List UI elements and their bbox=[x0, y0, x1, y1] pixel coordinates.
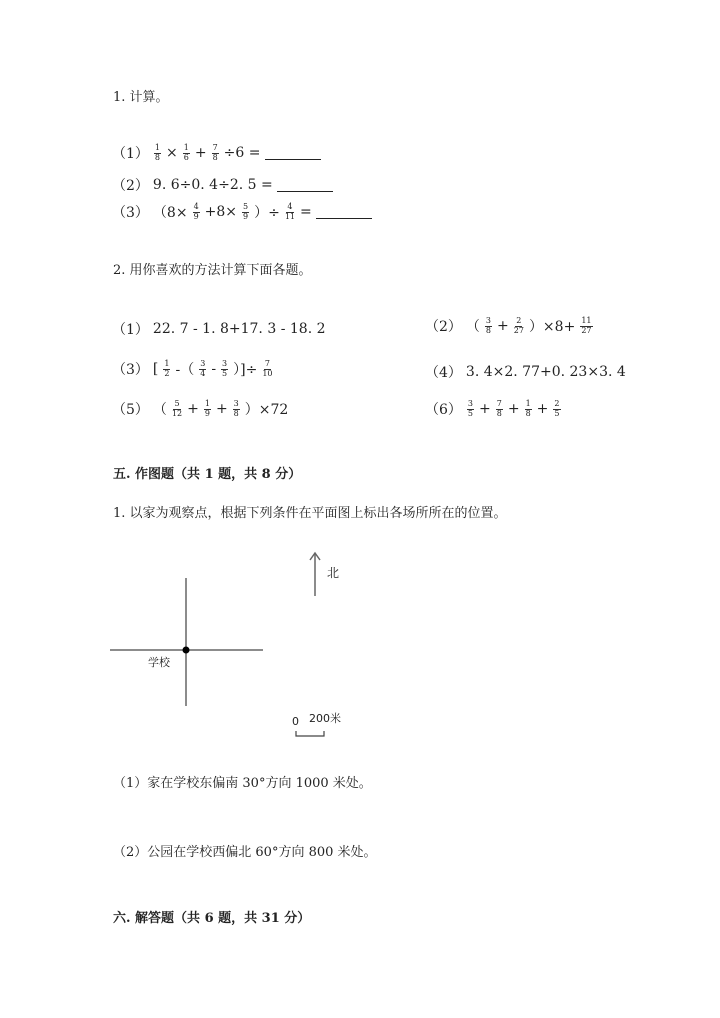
denominator: 8 bbox=[212, 152, 218, 162]
q1-title: 1. 计算。 bbox=[113, 90, 169, 105]
north-arrow-icon bbox=[310, 553, 320, 596]
numerator: 3 bbox=[200, 359, 206, 369]
expression-text: （1） bbox=[112, 322, 149, 338]
expression-text: （ bbox=[465, 319, 480, 335]
north-label: 北 bbox=[327, 566, 340, 580]
expression-text: ）]÷ bbox=[233, 362, 258, 378]
scale-zero-label: 0 bbox=[292, 715, 299, 728]
numerator: 3 bbox=[467, 399, 474, 409]
expression-text: 9. 6÷0. 4÷2. 5 = bbox=[152, 177, 273, 193]
q2-title: 2. 用你喜欢的方法计算下面各题。 bbox=[113, 263, 312, 278]
denominator: 5 bbox=[222, 368, 228, 378]
numerator: 7 bbox=[264, 359, 270, 369]
expression-text: [ bbox=[152, 361, 159, 377]
expression-text: = bbox=[300, 204, 312, 220]
denominator: 8 bbox=[485, 325, 492, 335]
denominator: 27 bbox=[581, 325, 592, 335]
numerator: 3 bbox=[233, 399, 239, 409]
scale-distance-label: 200米 bbox=[309, 712, 341, 725]
expression-text: （6） bbox=[425, 402, 462, 418]
numerator: 4 bbox=[193, 202, 199, 212]
denominator: 9 bbox=[193, 211, 199, 221]
numerator: 1 bbox=[154, 143, 161, 153]
expression-text: （2） bbox=[112, 178, 149, 194]
numerator: 7 bbox=[496, 399, 502, 409]
numerator: 1 bbox=[164, 359, 170, 369]
condition-2: （2）公园在学校西偏北 60°方向 800 米处。 bbox=[113, 845, 377, 860]
expression-text: + bbox=[507, 401, 520, 417]
numerator: 2 bbox=[516, 316, 522, 326]
expression-text: ÷6 = bbox=[223, 145, 261, 161]
denominator: 8 bbox=[525, 408, 531, 418]
expression-text: + bbox=[497, 318, 509, 334]
denominator: 8 bbox=[496, 408, 502, 418]
denominator: 8 bbox=[154, 152, 161, 162]
expression-text: （4） bbox=[425, 365, 462, 381]
denominator: 8 bbox=[233, 408, 239, 418]
expression-text: + bbox=[479, 401, 491, 417]
expression-text: + bbox=[215, 401, 228, 417]
expression-text: （ bbox=[152, 402, 167, 418]
expression-text: -（ bbox=[175, 362, 195, 378]
expression-text: × bbox=[166, 145, 178, 161]
expression-text: +8× bbox=[204, 204, 238, 220]
expression-text: - bbox=[211, 361, 217, 377]
expression-text: 22. 7 - 1. 8+17. 3 - 18. 2 bbox=[152, 321, 326, 337]
numerator: 5 bbox=[243, 202, 249, 212]
section-6-heading: 六. 解答题（共 6 题，共 31 分） bbox=[113, 911, 311, 926]
numerator: 1 bbox=[204, 399, 210, 409]
denominator: 11 bbox=[284, 211, 296, 221]
expression-text: （2） bbox=[425, 319, 462, 335]
expression-text: 3. 4×2. 77+0. 23×3. 4 bbox=[465, 364, 626, 380]
denominator: 10 bbox=[262, 368, 273, 378]
numerator: 1 bbox=[525, 399, 531, 409]
expression-text: + bbox=[194, 145, 207, 161]
expression-text: （5） bbox=[112, 402, 149, 418]
expression-text: （1） bbox=[112, 146, 149, 162]
condition-1: （1）家在学校东偏南 30°方向 1000 米处。 bbox=[113, 776, 372, 791]
denominator: 4 bbox=[200, 368, 206, 378]
school-label: 学校 bbox=[148, 656, 170, 669]
numerator: 3 bbox=[485, 316, 492, 326]
denominator: 12 bbox=[171, 408, 183, 418]
denominator: 6 bbox=[183, 152, 189, 162]
numerator: 3 bbox=[222, 359, 228, 369]
expression-text: （3） bbox=[112, 205, 149, 221]
expression-text: （8× bbox=[152, 205, 188, 221]
expression-text: ）×8+ bbox=[528, 319, 576, 335]
denominator: 27 bbox=[513, 325, 524, 335]
school-point bbox=[183, 647, 190, 654]
numerator: 11 bbox=[581, 316, 592, 326]
expression-text: ）×72 bbox=[244, 402, 289, 418]
expression-text: + bbox=[187, 401, 199, 417]
expression-text: + bbox=[536, 401, 549, 417]
expression-text: （3） bbox=[112, 362, 149, 378]
numerator: 4 bbox=[287, 202, 293, 212]
numerator: 2 bbox=[554, 399, 560, 409]
numerator: 5 bbox=[174, 399, 180, 409]
denominator: 9 bbox=[243, 211, 249, 221]
section-5-q1-title: 1. 以家为观察点，根据下列条件在平面图上标出各场所所在的位置。 bbox=[113, 506, 507, 521]
numerator: 7 bbox=[212, 143, 218, 153]
denominator: 2 bbox=[164, 368, 170, 378]
denominator: 9 bbox=[204, 408, 210, 418]
section-5-heading: 五. 作图题（共 1 题，共 8 分） bbox=[113, 467, 302, 482]
expression-text: ）÷ bbox=[254, 205, 280, 221]
scale-bar bbox=[296, 731, 324, 736]
denominator: 5 bbox=[467, 408, 474, 418]
numerator: 1 bbox=[183, 143, 189, 153]
denominator: 5 bbox=[554, 408, 560, 418]
